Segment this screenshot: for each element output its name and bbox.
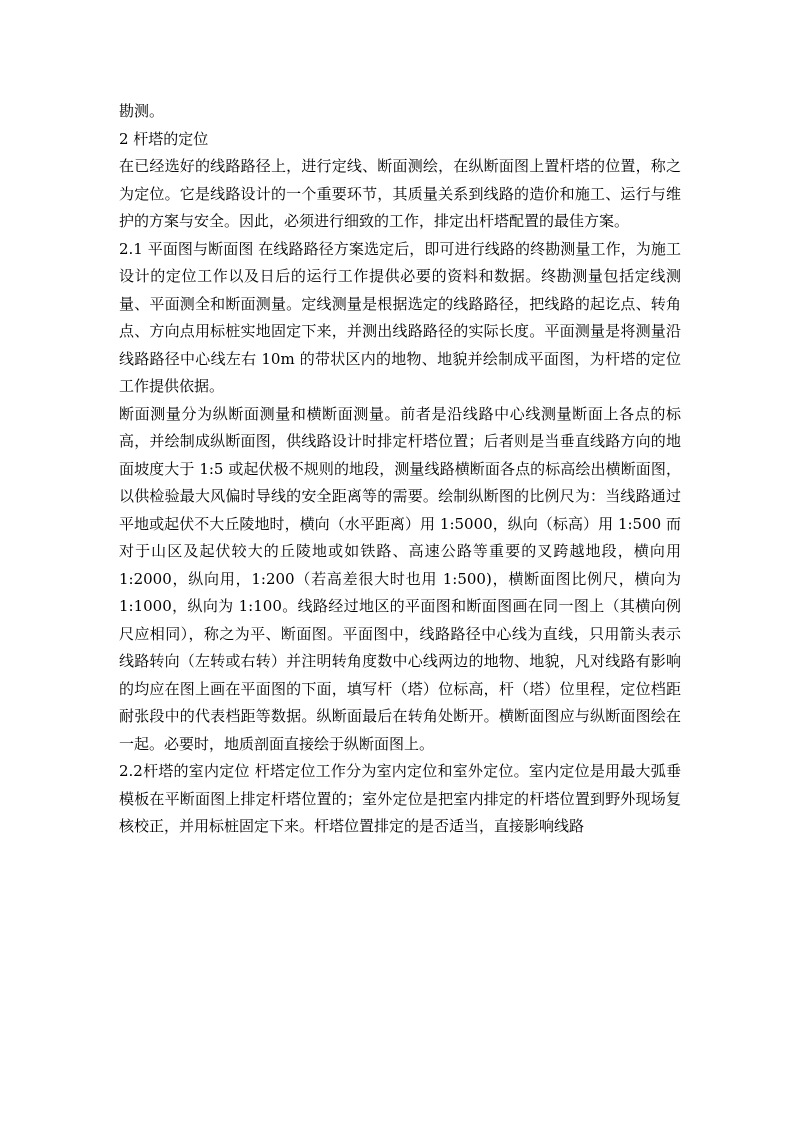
document-body (119, 98, 681, 841)
paragraph-continuation: 勘测。 (119, 102, 165, 120)
paragraph-definition: 在已经选好的线路路径上，进行定线、断面测绘，在纵断面图上置杆塔的位置，称之为定位。它是线路设计的一个重要环节，其质量关系到线路的造价和施工、运行与维护的方案与安全。因此，必须进行细致的工作，排定出杆塔配置的最佳方案。 (119, 157, 681, 230)
paragraph-measurement: 断面测量分为纵断面测量和横断面测量。前者是沿线路中心线测量断面上各点的标高，并绘制成纵断面图，供线路设计时排定杆塔位置；后者则是当垂直线路方向的地面坡度大于 1:5 或起伏极不规则的地段，测量线路横断面各点的标高绘出横断面图，以供检验最大风偏时导线的安全距离等的需要。绘制纵断图的比例尺为：当线路通过平地或起伏不大丘陵地时，横向（水平距离）用 1:5000，纵向（标高）用 1:500 而对于山区及起伏较大的丘陵地或如铁路、高速公路等重要的叉跨越地段，横向用 1:2000，纵向用，1:200（若高差很大时也用 1:500)，横断面图比例尺，横向为 1:1000，纵向为 1:100。线路经过地区的平面图和断面图画在同一图上（其横向例尺应相同），称之为平、断面图。平面图中，线路路径中心线为直线，只用箭头表示线路转向（左转或右转）并注明转角度数中心线两边的地物、地貌，凡对线路有影响的均应在图上画在平面图的下面，填写杆（塔）位标高，杆（塔）位里程，定位档距耐张段中的代表档距等数据。纵断面最后在转角处断开。横断面图应与纵断面图绘在一起。必要时，地质剖面直接绘于纵断面图上。 (119, 404, 681, 753)
paragraph-section-2-2: 2.2杆塔的室内定位 杆塔定位工作分为室内定位和室外定位。室内定位是用最大弧垂模板在平断面图上排定杆塔位置的；室外定位是把室内排定的杆塔位置到野外现场复核校正，并用标桩固定下来。杆塔位置排定的是否适当，直接影响线路 (119, 762, 681, 835)
section-heading-2: 2 杆塔的定位 (119, 129, 209, 148)
paragraph-section-2-1: 2.1 平面图与断面图 在线路路径方案选定后，即可进行线路的终勘测量工作，为施工设计的定位工作以及日后的运行工作提供必要的资料和数据。终勘测量包括定线测量、平面测全和断面测量。定线测量是根据选定的线路路径，把线路的起讫点、转角点、方向点用标桩实地固定下来，并测出线路路径的实际长度。平面测量是将测量沿线路路径中心线左右 10m 的带状区内的地物、地貌并绘制成平面图，为杆塔的定位工作提供依据。 (119, 239, 681, 395)
